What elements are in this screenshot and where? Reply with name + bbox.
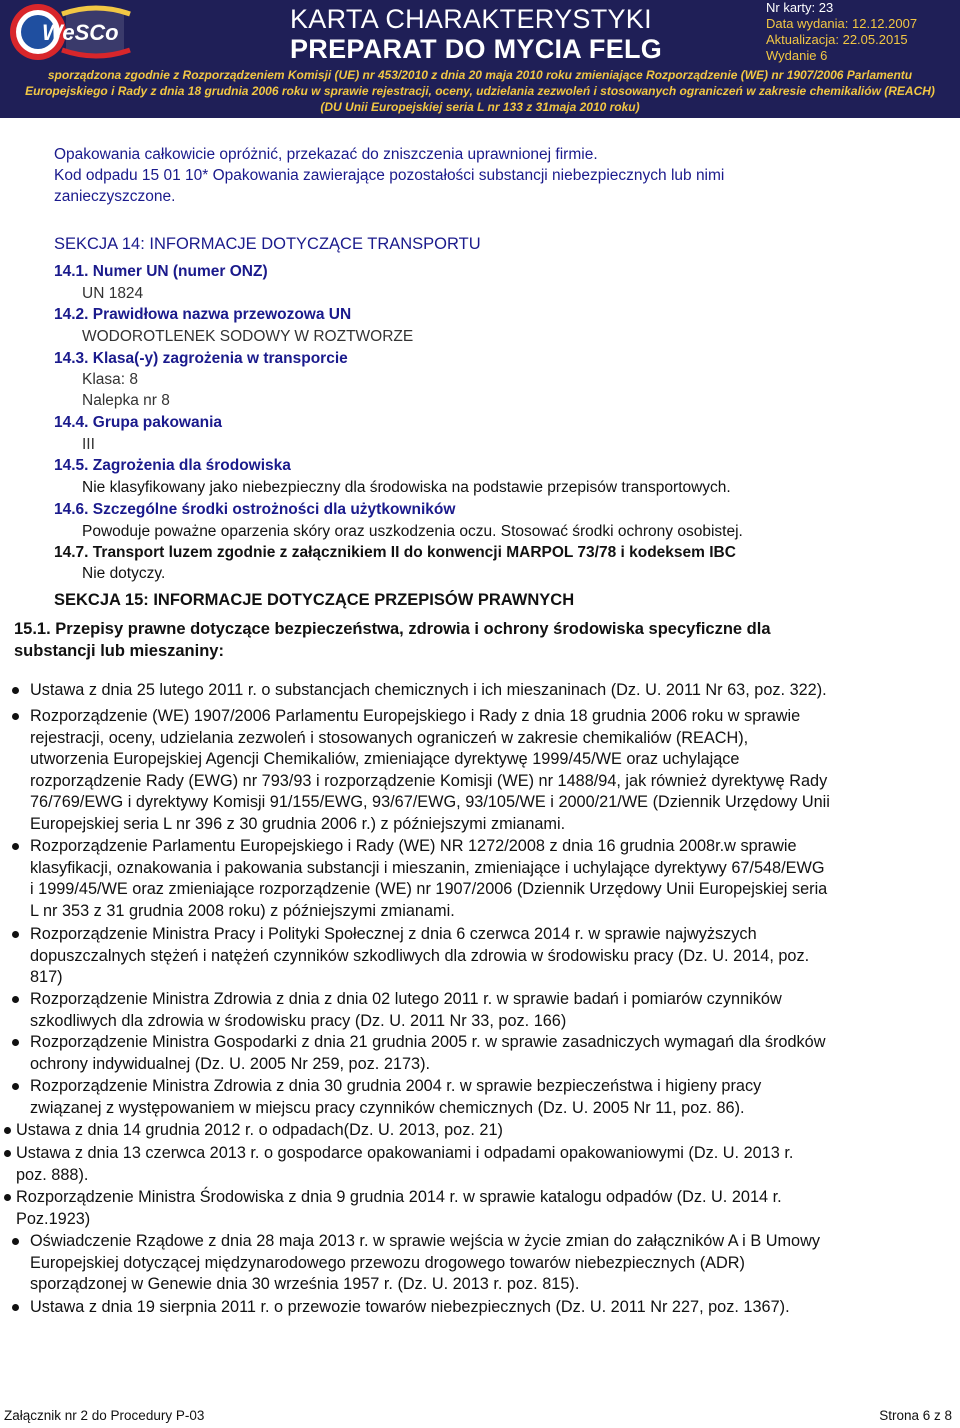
list-item-line: klasyfikacji, oznakowania i pakowania substancji i mieszanin, zmieniające i uchylające dyrektywy 67/548/EWG [30, 858, 825, 877]
list-item-line: Rozporządzenie Parlamentu Europejskiego i Rady (WE) NR 1272/2008 z dnia 16 grudnia 2008r.w sprawie [30, 837, 797, 855]
list-item-line: Rozporządzenie Ministra Zdrowia z dnia 30 grudnia 2004 r. w sprawie bezpieczeństwa i higieny pracy [30, 1077, 762, 1095]
list-item-line: 76/769/EWG i dyrektywy Komisji 91/155/EWG, 93/67/EWG, 93/105/WE i 2000/21/WE (Dziennik Urzędowy Unii [30, 793, 830, 811]
list-item-line: Rozporządzenie Ministra Środowiska z dnia 9 grudnia 2014 r. w sprawie katalogu odpadów (Dz. U. 2014 r. [16, 1188, 782, 1206]
subsection-title: Zagrożenia dla środowiska [92, 457, 291, 474]
list-item-text [30, 1231, 820, 1296]
subsection-title: Prawidłowa nazwa przewozowa UN [92, 306, 352, 323]
bullet-icon [12, 1304, 19, 1311]
list-item-line: rozporządzenie Rady (EWG) nr 793/93 i rozporządzenie Komisji (WE) nr 1488/94, jak również dyrektywę Rady [30, 771, 828, 790]
subsection-title: Numer UN (numer ONZ) [92, 263, 268, 280]
list-item-text [16, 1120, 503, 1142]
bullet-icon [4, 1150, 11, 1157]
intro-line-2: Kod odpadu 15 01 10* Opakowania zawierające pozostałości substancji niebezpiecznych lub nimi [54, 167, 725, 184]
list-item-line: rejestracji, oceny, udzielania zezwoleń i stosowanych ograniczeń w zakresie chemikaliów (REACH), [30, 728, 749, 747]
list-item-line: Europejskiej dotyczącej międzynarodowego przewozu drogowego towarów niebezpiecznych (ADR) [30, 1253, 745, 1272]
list-item-text [30, 836, 827, 922]
subsection-number: 14.5. [54, 457, 89, 474]
list-item-line: 817) [30, 968, 63, 986]
section-15-heading: SEKCJA 15: INFORMACJE DOTYCZĄCE PRZEPISÓW PRAWNYCH [54, 591, 575, 609]
regulation-line-1: sporządzona zgodnie z Rozporządzeniem Komisji (UE) nr 453/2010 z dnia 20 maja 2010 roku zmieniające Rozporządzenie (WE) nr 1907/2006 Parlamentu [47, 68, 913, 82]
list-item-line: ochrony indywidualnej (Dz. U. 2005 Nr 259, poz. 2173). [30, 1054, 431, 1073]
subsection-title: Transport luzem zgodnie z załącznikiem II do konwencji MARPOL 73/78 i kodeksem IBC [92, 544, 736, 561]
intro-line-3: zanieczyszczone. [54, 188, 176, 205]
section-14-heading: SEKCJA 14: INFORMACJE DOTYCZĄCE TRANSPORTU [54, 235, 481, 253]
list-item-text [30, 1297, 790, 1319]
subsection-number: 14.1. [54, 263, 89, 280]
logo-text: WeSCo [42, 20, 119, 45]
bullet-icon [12, 931, 19, 938]
list-item-line: Ustawa z dnia 14 grudnia 2012 r. o odpadach(Dz. U. 2013, poz. 21) [16, 1121, 503, 1139]
bullet-icon [12, 843, 19, 850]
bullet-icon [12, 1083, 19, 1090]
subsection-number: 14.4. [54, 414, 89, 431]
list-item-line: poz. 888). [16, 1165, 89, 1184]
regulation-line-3: (DU Unii Europejskiej seria L nr 133 z 31maja 2010 roku) [320, 100, 640, 114]
list-item-line: Rozporządzenie Ministra Gospodarki z dnia 21 grudnia 2005 r. w sprawie zasadniczych wymagań dla środków [30, 1033, 826, 1051]
subsection-number: 14.7. [54, 544, 89, 561]
list-item-line: utworzenia Europejskiej Agencji Chemikaliów, zmieniające dyrektywę 1999/45/WE oraz uchylające [30, 750, 740, 768]
subsection-number: 14.6. [54, 501, 89, 518]
list-item-text [30, 706, 830, 835]
bullet-icon [4, 1127, 11, 1134]
list-item-line: dopuszczalnych stężeń i natężeń czynników szkodliwych dla zdrowia w środowisku pracy (Dz. U. 2014, poz. [30, 946, 810, 965]
subsection-14-2-value: WODOROTLENEK SODOWY W ROZTWORZE [82, 328, 414, 345]
card-number: Nr karty: 23 [766, 0, 834, 15]
subsection-14-1-value: UN 1824 [82, 285, 144, 302]
bullet-icon [12, 687, 19, 694]
edition: Wydanie 6 [766, 48, 828, 63]
regulation-note [0, 67, 960, 115]
subsection-14-3-class: Klasa: 8 [82, 371, 139, 388]
bullet-icon [12, 1238, 19, 1245]
subsection-14-4 [54, 413, 222, 433]
list-item-text [30, 1032, 825, 1075]
subsection-14-4-value: III [82, 436, 95, 453]
bullet-icon [4, 1194, 11, 1201]
subsection-14-7 [54, 543, 736, 563]
subsection-title: Szczególne środki ostrożności dla użytkowników [92, 501, 456, 518]
document-type-title: KARTA CHARAKTERYSTYKI [290, 4, 652, 34]
bullet-icon [12, 996, 19, 1003]
list-item-line: Rozporządzenie Ministra Zdrowia z dnia z dnia 02 lutego 2011 r. w sprawie badań i pomiarów czynników [30, 990, 782, 1008]
subsection-14-6 [54, 500, 455, 520]
product-name-title: PREPARAT DO MYCIA FELG [290, 34, 663, 64]
list-item-line: i 1999/45/WE oraz zmieniające rozporządzenie (WE) nr 1907/2006 (Dziennik Urzędowy Unii Europejskiej seria [30, 880, 828, 898]
update-date: Aktualizacja: 22.05.2015 [766, 32, 908, 47]
list-item-line: L nr 353 z 31 grudnia 2008 roku) z późniejszymi zmianami. [30, 901, 455, 920]
list-item-line: sporządzonej w Genewie dnia 30 września 1957 r. (Dz. U. 2013 r. poz. 815). [30, 1275, 580, 1293]
list-item-line: Rozporządzenie (WE) 1907/2006 Parlamentu Europejskiego i Rady z dnia 18 grudnia 2006 roku w sprawie [30, 707, 801, 725]
document-header [0, 0, 960, 118]
subsection-number: 14.3. [54, 350, 89, 367]
list-item-line: Ustawa z dnia 25 lutego 2011 r. o substancjach chemicznych i ich mieszaninach (Dz. U. 2011 Nr 63, poz. 322). [30, 681, 827, 699]
issue-date: Data wydania: 12.12.2007 [766, 16, 918, 31]
footer-page-number: Strona 6 z 8 [879, 1408, 952, 1423]
subsection-14-7-value: Nie dotyczy. [82, 565, 166, 582]
wesco-logo [6, 2, 136, 62]
subsection-14-5-value: Nie klasyfikowany jako niebezpieczny dla środowiska na podstawie przepisów transportowych. [82, 479, 731, 496]
footer-procedure: Załącznik nr 2 do Procedury P-03 [4, 1408, 205, 1423]
subsection-14-5 [54, 456, 291, 476]
subsection-14-6-value: Powoduje poważne oparzenia skóry oraz uszkodzenia oczu. Stosować środki ochrony osobistej. [82, 523, 743, 540]
title-block [290, 4, 720, 64]
intro-line-1: Opakowania całkowicie opróżnić, przekazać do zniszczenia uprawnionej firmie. [54, 146, 598, 163]
regulation-line-2: Europejskiego i Rady z dnia 18 grudnia 2006 roku w sprawie rejestracji, oceny, udzielania zezwoleń i stosowanych ograniczeń w zakresie chemikaliów (REACH) [25, 84, 935, 98]
list-item-text [30, 989, 782, 1032]
subsection-14-3-label: Nalepka nr 8 [82, 392, 170, 409]
document-meta [766, 0, 917, 64]
subsection-title: Klasa(-y) zagrożenia w transporcie [92, 350, 348, 367]
subsection-14-2 [54, 305, 351, 325]
list-item-line: szkodliwych dla zdrowia w środowisku pracy (Dz. U. 2011 Nr 33, poz. 166) [30, 1011, 567, 1030]
list-item-line: Rozporządzenie Ministra Pracy i Polityki Społecznej z dnia 6 czerwca 2014 r. w sprawie najwyższych [30, 925, 757, 943]
subsection-15-1-title-line-2: substancji lub mieszaniny: [14, 642, 224, 660]
list-item-text [16, 1143, 793, 1186]
list-item-line: Oświadczenie Rządowe z dnia 28 maja 2013 r. w sprawie wejścia w życie zmian do załączników A i B Umowy [30, 1232, 820, 1250]
list-item-line: Ustawa z dnia 13 czerwca 2013 r. o gospodarce opakowaniami i odpadami opakowaniowymi (Dz. U. 2013 r. [16, 1144, 794, 1162]
subsection-number: 14.2. [54, 306, 89, 323]
bullet-icon [12, 1039, 19, 1046]
list-item-text [16, 1187, 782, 1230]
subsection-15-1-title-line-1: 15.1. Przepisy prawne dotyczące bezpieczeństwa, zdrowia i ochrony środowiska specyficzne dla [14, 620, 771, 638]
bullet-icon [12, 713, 19, 720]
subsection-14-1 [54, 262, 268, 282]
list-item-text [30, 680, 827, 702]
list-item-text [30, 924, 809, 989]
list-item-line: związanej z występowaniem w miejscu pracy czynników chemicznych (Dz. U. 2005 Nr 11, poz. 86). [30, 1098, 745, 1117]
list-item-line: Ustawa z dnia 19 sierpnia 2011 r. o przewozie towarów niebezpiecznych (Dz. U. 2011 Nr 227, poz. 1367). [30, 1298, 790, 1316]
subsection-title: Grupa pakowania [92, 414, 222, 431]
list-item-line: Europejskiej seria L nr 396 z 30 grudnia 2006 r.) z późniejszymi zmianami. [30, 814, 566, 833]
subsection-14-3 [54, 349, 348, 369]
list-item-line: Poz.1923) [16, 1209, 91, 1228]
list-item-text [30, 1076, 761, 1119]
